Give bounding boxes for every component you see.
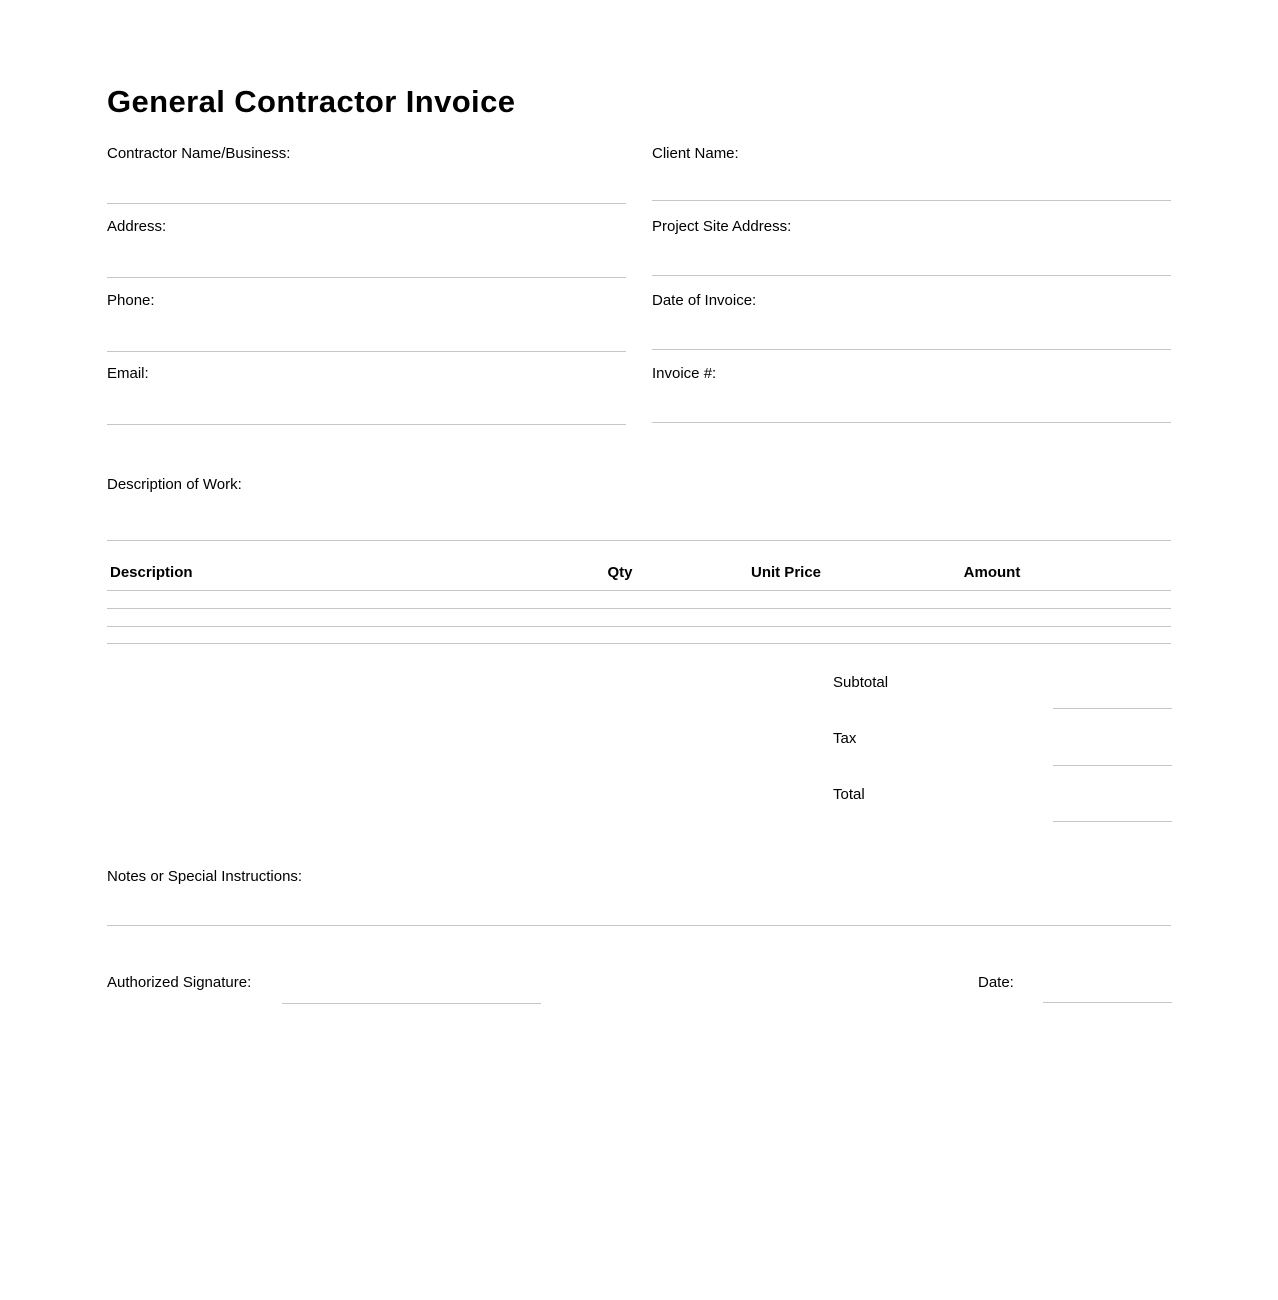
- invoice-number-line: [652, 422, 1171, 423]
- address-label: Address:: [107, 218, 167, 235]
- total-line: [1053, 821, 1172, 822]
- phone-label: Phone:: [107, 292, 155, 309]
- date-of-invoice-line: [652, 349, 1171, 350]
- notes-label: Notes or Special Instructions:: [107, 868, 303, 885]
- description-of-work-line: [107, 540, 1171, 541]
- client-name-label: Client Name:: [652, 145, 739, 162]
- table-header-unit-price: Unit Price: [750, 564, 822, 581]
- tax-line: [1053, 765, 1172, 766]
- date-line: [1043, 1002, 1172, 1003]
- contractor-name-label: Contractor Name/Business:: [107, 145, 291, 162]
- authorized-signature-label: Authorized Signature:: [107, 974, 252, 991]
- contractor-name-line: [107, 203, 626, 204]
- email-label: Email:: [107, 365, 149, 382]
- table-row-line: [107, 626, 1171, 627]
- page-title: General Contractor Invoice: [107, 84, 516, 119]
- table-header-amount: Amount: [963, 564, 1021, 581]
- notes-line: [107, 925, 1171, 926]
- client-name-line: [652, 200, 1171, 201]
- authorized-signature-line: [282, 1003, 541, 1004]
- date-of-invoice-label: Date of Invoice:: [652, 292, 757, 309]
- subtotal-label: Subtotal: [833, 674, 889, 691]
- table-header-description: Description: [110, 564, 193, 581]
- subtotal-line: [1053, 708, 1172, 709]
- table-row-line: [107, 608, 1171, 609]
- project-site-address-label: Project Site Address:: [652, 218, 792, 235]
- project-site-address-line: [652, 275, 1171, 276]
- description-of-work-label: Description of Work:: [107, 476, 242, 493]
- table-row-line: [107, 643, 1171, 644]
- table-header-line: [107, 590, 1171, 591]
- table-header-qty: Qty: [607, 564, 633, 581]
- total-label: Total: [833, 786, 865, 803]
- phone-line: [107, 351, 626, 352]
- invoice-number-label: Invoice #:: [652, 365, 717, 382]
- date-label: Date:: [978, 974, 1014, 991]
- address-line: [107, 277, 626, 278]
- email-line: [107, 424, 626, 425]
- tax-label: Tax: [833, 730, 857, 747]
